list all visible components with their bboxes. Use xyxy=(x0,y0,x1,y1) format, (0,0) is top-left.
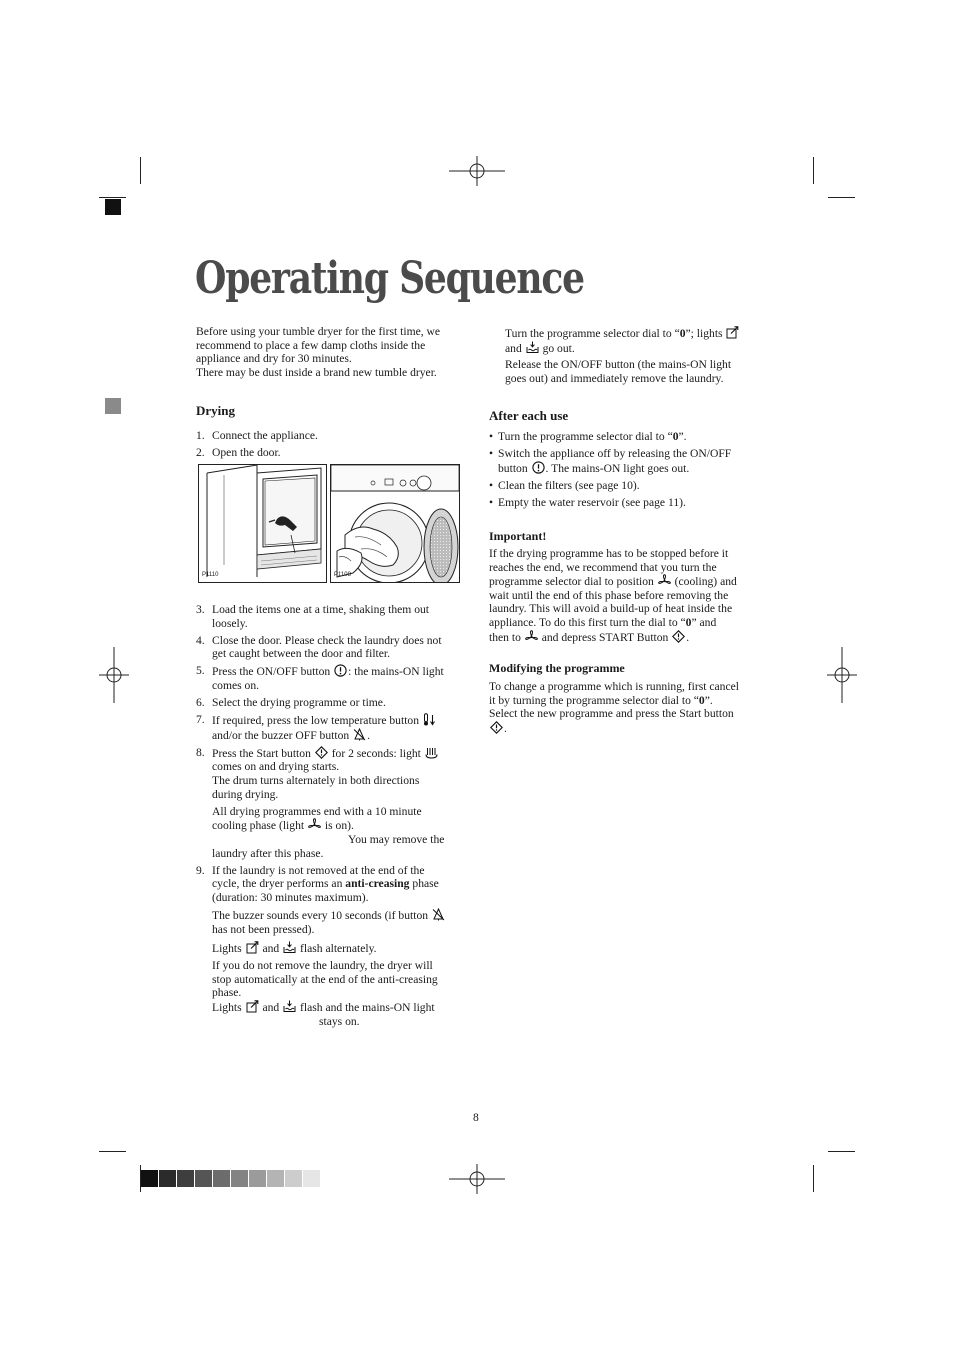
page-number: 8 xyxy=(473,1111,479,1124)
color-swatch xyxy=(177,1170,194,1187)
text-line: To change a programme which is running, first cancel xyxy=(489,680,739,693)
text-line: Release the ON/OFF button (the mains-ON light xyxy=(505,358,732,372)
text-line: Select the new programme and press the Start button xyxy=(489,707,734,721)
registration-mark xyxy=(449,1164,505,1194)
text-line xyxy=(489,574,764,589)
text-run: phase xyxy=(412,877,439,891)
text-run: then to xyxy=(489,630,521,644)
onoff-icon xyxy=(532,461,545,474)
step-text: comes on. xyxy=(212,678,260,692)
text-run-bold: 0 xyxy=(698,693,705,707)
text-run: and xyxy=(262,1000,280,1014)
step-text: get caught between the door and filter. xyxy=(212,647,391,661)
step-text: phase. xyxy=(212,986,242,1000)
intro-paragraph xyxy=(196,325,476,379)
text-run: for 2 seconds: light xyxy=(331,746,421,760)
registration-mark xyxy=(99,647,129,703)
text-run: and depress START Button xyxy=(541,630,669,644)
list-item xyxy=(489,496,764,510)
drying-icon xyxy=(425,746,438,759)
step-text xyxy=(212,908,468,923)
intro-line: recommend to place a few damp cloths inside the xyxy=(196,338,426,352)
color-swatch xyxy=(285,1170,302,1187)
step-number: 7. xyxy=(196,713,205,727)
list-item xyxy=(489,479,764,493)
step-text: comes on and drying starts. xyxy=(212,760,340,774)
list-item xyxy=(489,447,764,475)
text-run: it by turning the programme selector dial to “ xyxy=(489,693,699,707)
step-text: The drum turns alternately in both directions xyxy=(212,774,420,788)
crop-mark xyxy=(99,1151,126,1152)
step-text: Connect the appliance. xyxy=(212,429,318,442)
cooling-icon xyxy=(308,818,321,831)
start-icon xyxy=(315,746,328,759)
text-run: appliance. To do this first turn the dial to “ xyxy=(489,615,686,629)
finish-instructions xyxy=(505,326,775,385)
color-swatch xyxy=(303,1170,320,1187)
text-run: Turn the programme selector dial to “ xyxy=(498,430,673,443)
step-text xyxy=(212,818,468,833)
text-run: cycle, the dryer performs an xyxy=(212,877,343,891)
step-text: has not been pressed). xyxy=(212,922,315,936)
text-line xyxy=(489,694,764,708)
step-text xyxy=(212,941,468,956)
color-swatch xyxy=(159,1170,176,1187)
crop-mark xyxy=(828,1151,855,1152)
after-each-use-heading: After each use xyxy=(489,408,569,423)
text-run: Clean the filters (see page 10). xyxy=(498,478,640,492)
text-run: ”. xyxy=(704,693,713,707)
text-line xyxy=(489,630,764,645)
steps-main xyxy=(196,603,468,1028)
text-run: Empty the water reservoir (see page 11). xyxy=(498,495,686,509)
figure-open-door xyxy=(198,464,327,583)
color-swatch xyxy=(231,1170,248,1187)
text-run: . xyxy=(504,721,507,735)
important-heading: Important! xyxy=(489,529,547,543)
text-run-bold: 0 xyxy=(685,615,692,629)
steps-top xyxy=(196,429,466,459)
crop-mark xyxy=(140,157,141,184)
crop-mark xyxy=(99,197,126,198)
step-number: 8. xyxy=(196,745,205,759)
text-run: and/or the buzzer OFF button xyxy=(212,728,350,742)
step-item xyxy=(196,713,468,742)
text-run: . The mains-ON light goes out. xyxy=(545,461,690,475)
step-number: 6. xyxy=(196,696,205,710)
color-swatch xyxy=(141,1170,158,1187)
step-text xyxy=(212,877,468,891)
step-number: 1. xyxy=(196,429,205,442)
creasing-icon xyxy=(726,326,739,339)
buzzer-off-icon xyxy=(432,908,445,921)
step-text: If you do not remove the laundry, the dryer will xyxy=(212,959,433,973)
text-run: If required, press the low temperature button xyxy=(212,714,420,728)
text-run: and xyxy=(262,941,280,955)
step-number: 3. xyxy=(196,603,205,616)
gray-marker xyxy=(105,398,121,414)
modifying-paragraph xyxy=(489,680,764,735)
empty-water-icon xyxy=(283,1000,296,1013)
black-marker xyxy=(105,199,121,215)
step-item xyxy=(196,864,468,1029)
text-line xyxy=(489,721,764,736)
start-icon xyxy=(672,630,685,643)
text-run: Press the ON/OFF button xyxy=(212,665,331,679)
crop-mark xyxy=(813,157,814,184)
text-run: flash alternately. xyxy=(300,941,377,955)
text-run: . xyxy=(367,728,370,742)
text-run-bold: 0 xyxy=(679,327,686,340)
cooling-icon xyxy=(525,630,538,643)
text-run: ” and xyxy=(691,615,717,629)
text-run: cooling phase (light xyxy=(212,819,305,833)
page-title: Operating Sequence xyxy=(195,253,584,304)
text-run-bold: 0 xyxy=(672,430,679,443)
figure-code: P1108 xyxy=(334,572,351,578)
color-bar xyxy=(141,1170,320,1187)
step-item xyxy=(196,429,466,443)
text-run: flash and the mains-ON light xyxy=(300,1000,435,1014)
step-text: All drying programmes end with a 10 minute xyxy=(212,804,422,818)
text-run: ”. xyxy=(678,430,687,443)
figure-load-laundry xyxy=(330,464,460,583)
text-run: programme selector dial to position xyxy=(489,575,654,589)
empty-water-icon xyxy=(283,941,296,954)
crop-mark xyxy=(813,1165,814,1192)
text-run: The buzzer sounds every 10 seconds (if button xyxy=(212,909,429,923)
text-line: laundry. This will avoid a build-up of heat inside the xyxy=(489,602,733,616)
step-text: If the laundry is not removed at the end of the xyxy=(212,863,425,877)
text-run: : the mains-ON light xyxy=(348,665,444,679)
step-item xyxy=(196,746,468,860)
step-text: Load the items one at a time, shaking them out xyxy=(212,603,430,616)
step-text: stop automatically at the end of the anti-creasing xyxy=(212,972,438,986)
text-run: is on). xyxy=(324,819,354,833)
step-item xyxy=(196,634,468,661)
loading-laundry-illustration xyxy=(331,465,459,582)
text-run: Turn the programme selector dial to “ xyxy=(505,327,680,340)
step-text: Close the door. Please check the laundry does not xyxy=(212,633,442,647)
step-text: You may remove the xyxy=(348,832,445,846)
color-swatch xyxy=(213,1170,230,1187)
step-item xyxy=(196,664,468,692)
registration-mark xyxy=(827,647,857,703)
intro-line: appliance and dry for 30 minutes. xyxy=(196,352,352,366)
important-paragraph xyxy=(489,547,764,644)
text-line: • Switch the appliance off by releasing the ON/OFF xyxy=(498,447,732,461)
after-each-use-list xyxy=(489,430,764,513)
text-line xyxy=(489,616,764,630)
step-text: laundry after this phase. xyxy=(212,846,324,860)
text-line: If the drying programme has to be stopped before it xyxy=(489,547,729,560)
step-text xyxy=(212,746,468,761)
step-item xyxy=(196,446,466,460)
text-line xyxy=(505,326,775,341)
text-run: go out. xyxy=(542,341,575,355)
text-run: . xyxy=(686,630,690,644)
text-run: Press the Start button xyxy=(212,746,311,760)
drying-heading: Drying xyxy=(196,403,235,418)
intro-line: Before using your tumble dryer for the first time, we xyxy=(196,325,441,338)
step-item xyxy=(196,603,468,630)
step-number: 5. xyxy=(196,664,205,678)
text-line: goes out) and immediately remove the laundry. xyxy=(505,371,724,385)
color-swatch xyxy=(195,1170,212,1187)
text-run: ”; lights xyxy=(685,327,723,340)
text-run-bold: anti-creasing xyxy=(345,877,410,891)
step-text xyxy=(212,664,468,679)
text-run: and xyxy=(505,341,522,355)
step-text: during drying. xyxy=(212,787,279,801)
step-item xyxy=(196,696,468,710)
text-run: Lights xyxy=(212,1000,242,1014)
registration-mark xyxy=(449,156,505,186)
start-icon xyxy=(490,721,503,734)
step-text xyxy=(212,1000,468,1015)
creasing-icon xyxy=(246,1000,259,1013)
buzzer-off-icon xyxy=(353,728,366,741)
text-line: reaches the end, we recommend that you turn the xyxy=(489,560,717,574)
low-temp-icon xyxy=(423,713,436,726)
step-text: loosely. xyxy=(212,616,248,630)
color-swatch xyxy=(267,1170,284,1187)
color-swatch xyxy=(249,1170,266,1187)
text-run: Lights xyxy=(212,941,242,955)
text-line xyxy=(505,341,775,356)
text-run: (cooling) and xyxy=(674,575,737,589)
crop-mark xyxy=(828,197,855,198)
figure-code: P1110 xyxy=(202,572,219,578)
step-text xyxy=(212,713,468,728)
step-text: Select the drying programme or time. xyxy=(212,696,386,710)
step-text: Open the door. xyxy=(212,445,281,459)
empty-water-icon xyxy=(526,341,539,354)
dryer-door-illustration xyxy=(199,465,326,582)
step-number: 9. xyxy=(196,863,205,877)
list-item xyxy=(489,430,764,444)
cooling-icon xyxy=(658,574,671,587)
step-number: 2. xyxy=(196,445,205,459)
onoff-icon xyxy=(334,664,347,677)
text-run: button xyxy=(498,461,528,475)
modifying-heading: Modifying the programme xyxy=(489,661,625,675)
creasing-icon xyxy=(246,941,259,954)
step-text: (duration: 30 minutes maximum). xyxy=(212,890,369,904)
step-number: 4. xyxy=(196,633,205,647)
text-line xyxy=(498,461,764,476)
step-text xyxy=(212,728,468,743)
step-text: stays on. xyxy=(319,1014,360,1028)
intro-line: There may be dust inside a brand new tumble dryer. xyxy=(196,365,437,379)
text-line: wait until the end of this phase before removing the xyxy=(489,588,729,602)
